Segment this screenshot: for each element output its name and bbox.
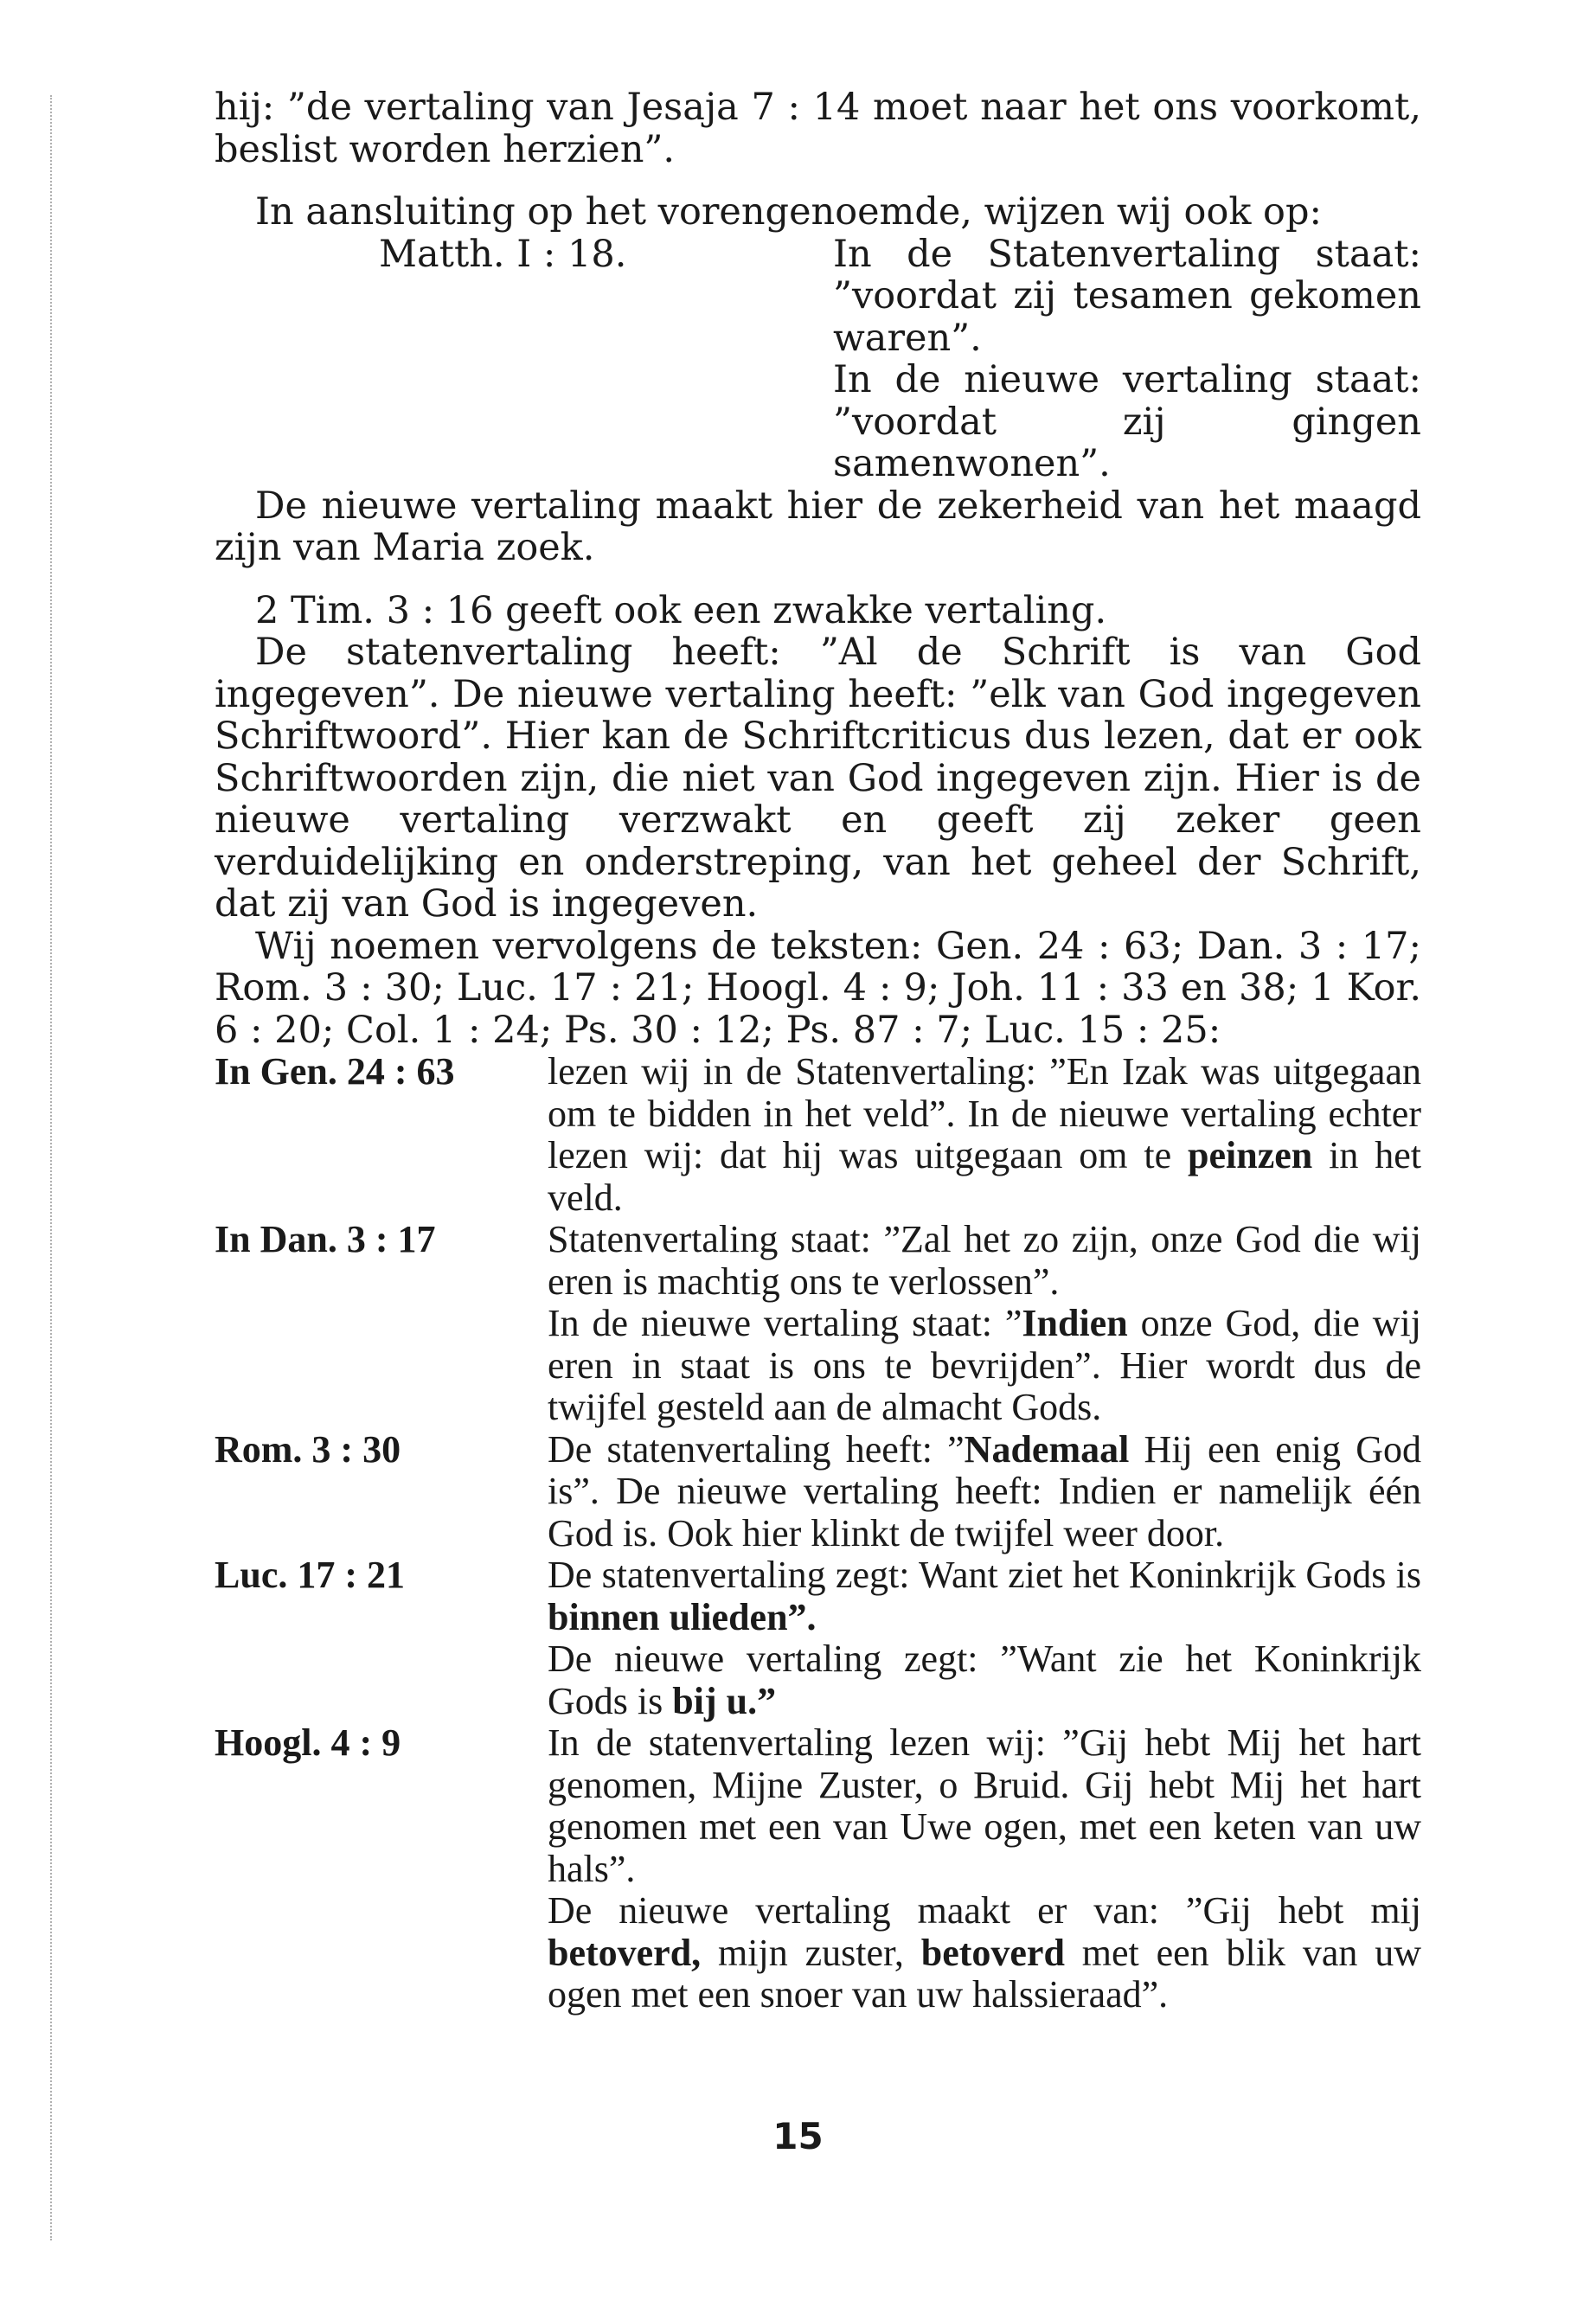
entry-rom-text: De statenvertaling heeft: ”Nademaal Hij een enig God is”. De nieuwe vertaling heeft: Indien er namelijk één God is. Ook hier klinkt de twijfel weer door. (548, 1427, 1422, 1554)
entry-gen-text: lezen wij in de Statenvertaling: ”En Izak was uitgegaan om te bidden in het veld”. In de nieuwe vertaling echter lezen wij: dat hij was uitgegaan om te peinzen in het veld. (548, 1050, 1421, 1219)
entry-dan-reference: In Dan. 3 : 17 (215, 1218, 436, 1260)
paragraph-tim-body: De statenvertaling heeft: ”Al de Schrift is van God ingegeven”. De nieuwe vertaling heeft: ”elk van God ingegeven Schriftwoord”. Hier kan de Schriftcriticus dus lezen, dat er ook Schriftwoorden zijn, die niet van God ingegeven zijn. Hier is de nieuwe vertaling verzwakt en geeft zij zeker geen verduidelijking en onderstreping, van het geheel der Schrift, dat zij van God is ingegeven. (215, 631, 1421, 926)
entry-dan-nieuwe-vertaling: In de nieuwe vertaling staat: ”Indien onze God, die wij eren in staat is ons te bevrijden”. Hier wordt dus de twijfel gesteld aan de almacht Gods. (548, 1302, 1421, 1428)
entry-dan-statenvertaling: Statenvertaling staat: ”Zal het zo zijn, onze God die wij eren is machtig ons te verlossen”. (548, 1218, 1421, 1303)
entry-luc (215, 1554, 1421, 1722)
entry-luc-nieuwe-vertaling: De nieuwe vertaling zegt: ”Want zie het Koninkrijk Gods is bij u.” (548, 1638, 1421, 1722)
entry-luc-statenvertaling: De statenvertaling zegt: Want ziet het Koninkrijk Gods is binnen ulieden”. (548, 1554, 1421, 1638)
page-number: 15 (772, 2115, 824, 2157)
scan-margin-line (50, 95, 54, 2240)
paragraph-texts-list: Wij noemen vervolgens de teksten: Gen. 24 : 63; Dan. 3 : 17; Rom. 3 : 30; Luc. 17 : 21; Hoogl. 4 : 9; Joh. 11 : 33 en 38; 1 Kor. 6 : 20; Col. 1 : 24; Ps. 30 : 12; Ps. 87 : 7; Luc. 15 : 25: (215, 924, 1421, 1052)
matth-nieuwe-vertaling: In de nieuwe vertaling staat: ”voordat zij gingen samenwonen”. (833, 358, 1421, 485)
matth-entry (379, 234, 1421, 485)
paragraph-maria: De nieuwe vertaling maakt hier de zekerheid van het maagd zijn van Maria zoek. (215, 484, 1421, 569)
paragraph-aansluiting: In aansluiting op het vorengenoemde, wijzen wij ook op: (255, 190, 1322, 234)
paragraph-jesaja: hij: ”de vertaling van Jesaja 7 : 14 moet naar het ons voorkomt, beslist worden herzien”. (215, 86, 1421, 171)
matth-reference: Matth. I : 18. (379, 232, 627, 276)
entry-rom-reference: Rom. 3 : 30 (215, 1427, 401, 1471)
page-text (215, 87, 1421, 2016)
paragraph-tim-intro: 2 Tim. 3 : 16 geeft ook een zwakke vertaling. (255, 588, 1107, 632)
entry-luc-reference: Luc. 17 : 21 (215, 1554, 405, 1596)
entry-hoogl-statenvertaling: In de statenvertaling lezen wij: ”Gij hebt Mij het hart genomen, Mijne Zuster, o Bruid. Gij hebt Mij het hart genomen met een van Uwe ogen, met een keten van uw hals”. (548, 1721, 1421, 1890)
entry-rom (215, 1429, 1421, 1555)
entry-hoogl-reference: Hoogl. 4 : 9 (215, 1721, 401, 1764)
entry-dan (215, 1219, 1421, 1429)
matth-statenvertaling: In de Statenvertaling staat: ”voordat zij tesamen gekomen waren”. (833, 232, 1421, 360)
entry-gen-reference: In Gen. 24 : 63 (215, 1050, 455, 1093)
entry-hoogl (215, 1722, 1421, 2016)
entry-gen (215, 1051, 1421, 1219)
entry-hoogl-nieuwe-vertaling: De nieuwe vertaling maakt er van: ”Gij hebt mij betoverd, mijn zuster, betoverd met een blik van uw ogen met een snoer van uw halssieraad”. (548, 1889, 1421, 2016)
